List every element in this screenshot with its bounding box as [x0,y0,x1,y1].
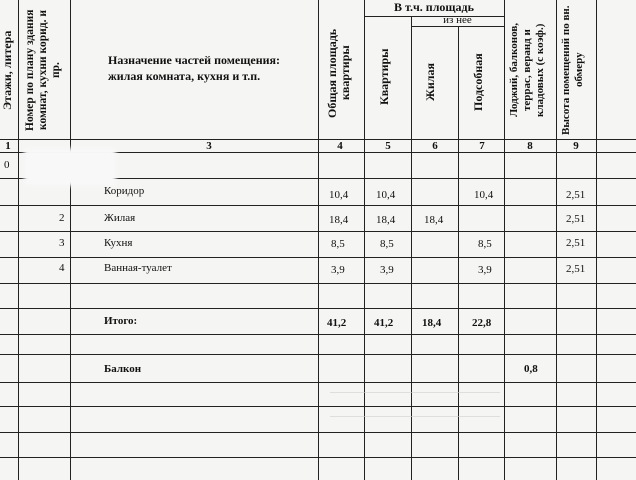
aux-area: 8,5 [478,238,492,250]
column-number: 3 [206,140,212,152]
room-height: 2,51 [566,213,586,225]
grid-line [504,0,505,480]
balcony-area: 0,8 [524,363,538,375]
grid-line [0,457,636,458]
header-purpose: Назначение частей помещения: жилая комната, кухня и т.п. [108,53,281,83]
total-area: 8,5 [331,238,345,250]
grid-line [0,205,636,206]
total-area: 10,4 [329,189,349,201]
grid-line [18,0,19,480]
grid-line [556,0,557,480]
grid-line [0,432,636,433]
header-flat: Квартиры [377,48,391,106]
header-floors-litera: Этажи, литера [0,30,14,110]
room-name: Коридор [104,185,145,197]
redacted-area [24,148,116,186]
header-room-number: Номер по плану здания комнат, кухни корид. и пр. [24,9,62,131]
room-height: 2,51 [566,237,586,249]
aux-area-sum: 22,8 [472,317,492,329]
grid-line [0,231,636,232]
flat-area: 3,9 [380,264,394,276]
column-number: 9 [573,140,579,152]
total-area: 18,4 [329,214,349,226]
grid-line [0,354,636,355]
total-label: Итого: [104,315,138,327]
column-number: 4 [337,140,343,152]
flat-area-sum: 41,2 [374,317,394,329]
header-auxiliary: Подсобная [471,53,485,111]
living-area: 18,4 [424,214,444,226]
room-number: 4 [59,262,65,274]
header-living: Жилая [423,63,437,102]
aux-area: 3,9 [478,264,492,276]
grid-line [458,26,459,480]
scan-artifact [330,416,500,417]
grid-line [411,26,504,27]
total-area: 3,9 [331,264,345,276]
total-area-sum: 41,2 [327,317,347,329]
living-area-sum: 18,4 [422,317,442,329]
grid-line [0,308,636,309]
room-number: 2 [59,212,65,224]
grid-line [596,0,597,480]
grid-line [0,406,636,407]
grid-line [364,0,365,480]
room-height: 2,51 [566,263,586,275]
grid-line [0,139,636,140]
column-number: 6 [432,140,438,152]
aux-area: 10,4 [474,189,494,201]
flat-area: 10,4 [376,189,396,201]
flat-area: 18,4 [376,214,396,226]
column-number: 1 [5,140,11,152]
header-balconies: Лоджий, балконов, террас, веранд и кладовых (с коэф.) [508,22,546,118]
header-height: Высота помещений по вн. обмеру [560,5,585,135]
column-number: 5 [385,140,391,152]
header-total-area: Общая площадь квартиры [325,28,352,118]
column-number: 8 [527,140,533,152]
room-name: Ванная-туалет [104,262,172,274]
grid-line [411,16,412,480]
grid-line [0,283,636,284]
side-marker: 0 [4,159,10,171]
balcony-label: Балкон [104,363,142,375]
room-number: 3 [59,237,65,249]
room-name: Жилая [104,212,136,224]
grid-line [318,0,319,480]
room-height: 2,51 [566,189,586,201]
grid-line [0,257,636,258]
grid-line [0,334,636,335]
room-name: Кухня [104,237,133,249]
flat-area: 8,5 [380,238,394,250]
header-including-area: В т.ч. площадь [394,0,474,14]
grid-line [0,382,636,383]
column-number: 7 [479,140,485,152]
header-of-which: из нее [443,14,472,26]
scan-artifact [330,392,500,393]
grid-line [70,0,71,480]
